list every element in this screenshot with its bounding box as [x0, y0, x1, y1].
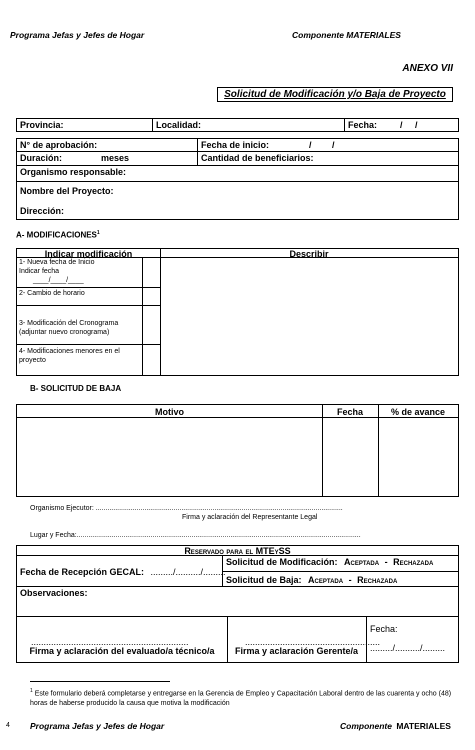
sol-baja-row: Solicitud de Baja: Aceptada - Rechazada — [226, 575, 398, 585]
firma-tecnico-label: Firma y aclaración del evaluado/a técnico/a — [29, 646, 215, 656]
tecnico-dots: ............................................................... — [31, 637, 189, 647]
reserved-fecha-dots: ........./........../......... — [370, 643, 446, 653]
reserved-title: Reservado para el MTEySS — [184, 546, 291, 556]
organismo-label: Organismo responsable: — [20, 167, 127, 177]
project-info-box — [16, 138, 459, 220]
duracion-label: Duración: — [20, 153, 63, 163]
organismo-ejecutor-line: Organismo Ejecutor: ............................................................................................................................... — [30, 505, 343, 512]
aprobacion-label: N° de aprobación: — [20, 140, 98, 150]
annex-label: ANEXO VII — [402, 63, 453, 74]
footer-program: Programa Jefas y Jefes de Hogar — [30, 721, 165, 731]
baja-table — [16, 404, 459, 497]
sol-modificacion-row: Solicitud de Modificación: Aceptada - Rechazada — [226, 557, 434, 567]
mod-item-1: 1- Nueva fecha de Inicio Indicar fecha ____/____/____ — [19, 259, 95, 284]
localidad-label: Localidad: — [156, 120, 202, 130]
mod-item-3: 3- Modificación del Cronograma (adjuntar nuevo cronograma) — [19, 320, 119, 336]
observaciones-label: Observaciones: — [20, 588, 88, 598]
footer-component: Componente MATERIALES — [340, 721, 451, 731]
provincia-label: Provincia: — [20, 120, 64, 130]
fecha-inicio-slashes: / / — [309, 140, 335, 150]
beneficiarios-label: Cantidad de beneficiarios: — [201, 153, 314, 163]
header-program: Programa Jefas y Jefes de Hogar — [10, 30, 145, 40]
col-fecha-header: Fecha — [336, 407, 363, 417]
footer-page-number: 4 — [6, 722, 10, 729]
firma-representante-label: Firma y aclaración del Representante Legal — [182, 514, 318, 521]
reserved-fecha-label: Fecha: — [370, 624, 398, 634]
meses-label: meses — [101, 153, 130, 163]
section-b-title: B- SOLICITUD DE BAJA — [30, 384, 122, 393]
section-a-title: A- MODIFICACIONES$^1$ — [16, 230, 100, 240]
footnote-rule — [30, 681, 170, 682]
col-motivo-header: Motivo — [155, 407, 184, 417]
col-indicar-header: Indicar modificación — [44, 249, 133, 259]
footnote: $^1$ Este formulario deberá completarse y entregarse en la Gerencia de Empleo y Capacitación Laboral dentro de las cuarenta y ocho (48) horas de haberse producido la causa que motiva la modificación — [30, 688, 452, 708]
header-component: Componente MATERIALES — [292, 30, 401, 40]
mod-item-2: 2- Cambio de horario — [19, 290, 85, 297]
col-describir-header: Describir — [289, 249, 329, 259]
modifications-table — [16, 248, 459, 376]
mod-item-4: 4- Modificaciones menores en el proyecto — [19, 348, 120, 364]
col-avance-header: % de avance — [390, 407, 446, 417]
nombre-proyecto-label: Nombre del Proyecto: — [20, 186, 114, 196]
document-title: Solicitud de Modificación y/o Baja de Proyecto — [217, 87, 453, 102]
fecha-slashes: / / — [400, 120, 418, 130]
location-row — [16, 118, 459, 132]
direccion-label: Dirección: — [20, 206, 65, 216]
firma-gerente-label: Firma y aclaración Gerente/a — [234, 646, 359, 656]
lugar-fecha-line: Lugar y Fecha:.................................................................................................................................................. — [30, 532, 361, 539]
gerente-dots: ...................................................... — [245, 637, 381, 647]
fecha-label: Fecha: — [348, 120, 378, 130]
recepcion-label: Fecha de Recepción GECAL: ........./........../......... — [20, 567, 226, 577]
reserved-box — [16, 545, 459, 663]
fecha-inicio-label: Fecha de inicio: — [201, 140, 270, 150]
